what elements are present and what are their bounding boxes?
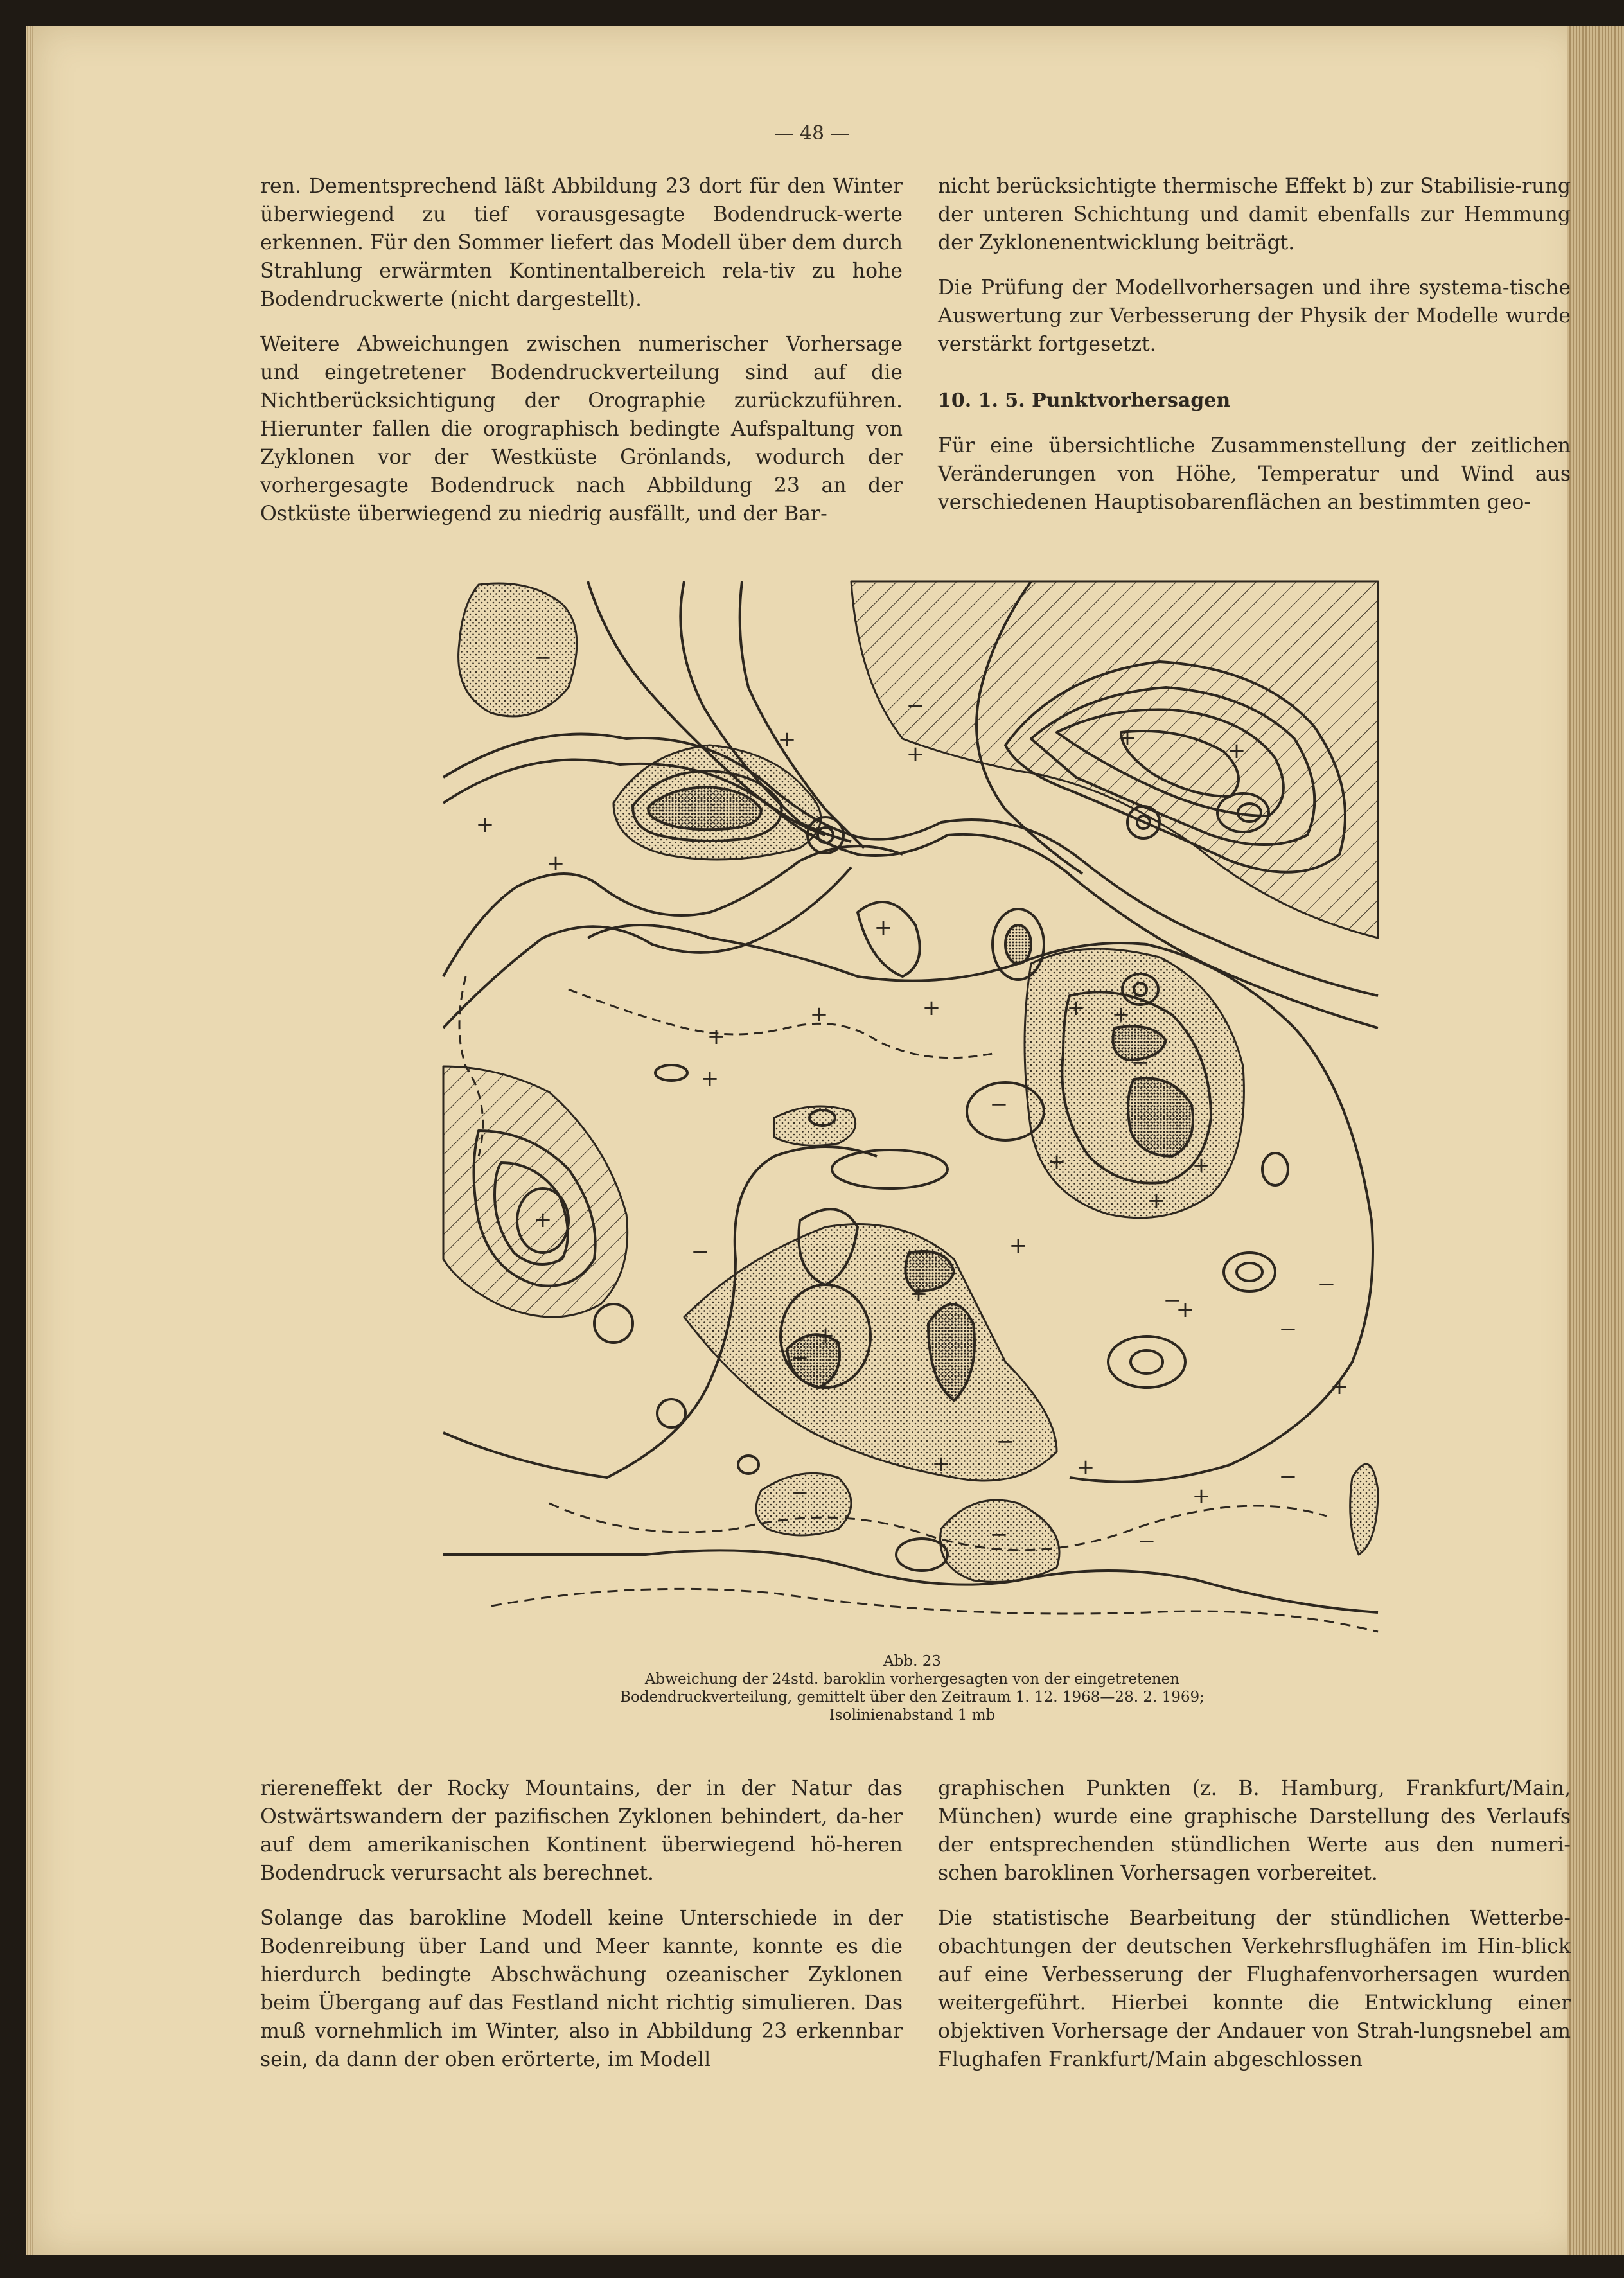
map-symbol-minus: − [1131, 1050, 1150, 1075]
figure-caption [527, 1652, 1298, 1724]
map-symbol-minus: − [691, 1239, 710, 1265]
map-symbol-plus: + [874, 915, 893, 940]
map-symbol-minus: − [989, 1522, 1009, 1548]
isoline-map-figure [440, 578, 1384, 1645]
paragraph: Die statistische Bearbeitung der stündlichen Wetterbe-obachtungen der deutschen Verkehrsflughäfen im Hin-blick auf eine Verbesserung der Flughafenvorhersagen wurden weitergeführt. Hierbei konnte die Entwicklung einer objektiven Vorhersage der Andauer von Strah-lungsnebel am Flughafen Frankfurt/Main abgeschlossen [938, 1907, 1571, 2071]
map-symbol-minus: − [1163, 1287, 1182, 1313]
page-number: — 48 — [774, 122, 850, 145]
map-symbol-plus: + [1192, 1152, 1211, 1178]
right-column-bottom [938, 1774, 1571, 2090]
map-symbol-plus: + [1227, 738, 1246, 764]
map-symbol-plus: + [816, 1323, 835, 1348]
map-symbol-plus: + [1176, 1297, 1195, 1323]
map-symbol-minus: − [1137, 1528, 1156, 1554]
caption-label: Abb. 23 [883, 1653, 941, 1670]
pressure-deviation-map [440, 578, 1384, 1645]
paragraph: Solange das barokline Modell keine Unterschiede in der Bodenreibung über Land und Meer kannte, konnte es die hierdurch bedingte Abschwächung ozeanischer Zyklonen beim Übergang auf das Festland nicht richtig simulieren. Das muß vornehmlich im Winter, also in Abbildung 23 erkennbar sein, da dann der oben erörterte, im Modell [260, 1907, 903, 2071]
map-symbol-minus: − [996, 1429, 1015, 1454]
paragraph: graphischen Punkten (z. B. Hamburg, Frankfurt/Main, München) wurde eine graphische Darstellung des Verlaufs der entsprechenden stündlichen Werte aus den numeri-schen baroklinen Vorhersagen vorbereitet. [938, 1777, 1571, 1885]
paragraph: riereneffekt der Rocky Mountains, der in der Natur das Ostwärtswandern der pazifischen Zyklonen behindert, da-her auf dem amerikanischen Kontinent überwiegend hö-heren Bodendruck verursacht als berechnet. [260, 1777, 903, 1885]
map-symbol-minus: − [1278, 1316, 1298, 1342]
left-column-bottom [260, 1774, 903, 2090]
map-symbol-minus: − [790, 1480, 809, 1506]
map-symbol-plus: + [1066, 995, 1086, 1021]
map-symbol-minus: − [989, 1091, 1009, 1117]
paragraph: nicht berücksichtigte thermische Effekt b) zur Stabilisie-rung der unteren Schichtung und damit ebenfalls zur Hemmung der Zyklonenentwicklung beiträgt. [938, 175, 1571, 254]
left-column-top [260, 172, 903, 545]
map-symbol-plus: + [707, 1024, 726, 1050]
map-symbol-plus: + [700, 1066, 719, 1091]
hatched-region-west [443, 1066, 628, 1317]
map-symbol-plus: + [1111, 1002, 1131, 1027]
book-page-edges [1567, 26, 1624, 2255]
map-symbol-plus: + [1047, 1149, 1066, 1175]
map-symbol-plus: + [475, 812, 495, 838]
map-symbol-plus: + [1009, 1233, 1028, 1258]
dotted-region-northwest [459, 583, 577, 716]
map-symbol-minus: − [1317, 1271, 1336, 1297]
caption-line: Bodendruckverteilung, gemittelt über den Zeitraum 1. 12. 1968—28. 2. 1969; [620, 1689, 1205, 1706]
map-symbol-plus: + [922, 995, 941, 1021]
map-symbol-plus: + [906, 741, 925, 767]
map-symbol-minus: − [906, 693, 925, 719]
paragraph: Weitere Abweichungen zwischen numerischer Vorhersage und eingetretener Bodendruckverteilung sind auf die Nichtberücksichtigung der Orographie zurückzuführen. Hierunter fallen die orographisch bedingte Aufspaltung von Zyklonen vor der Westküste Grönlands, wodurch der vorhergesagte Bodendruck nach Abbildung 23 an der Ostküste überwiegend zu niedrig ausfällt, und der Bar- [260, 333, 903, 525]
map-symbol-minus: − [533, 645, 552, 671]
map-symbol-plus: + [533, 1207, 552, 1233]
map-symbol-plus: + [909, 1281, 928, 1307]
paragraph: Für eine übersichtliche Zusammenstellung der zeitlichen Veränderungen von Höhe, Temperatur und Wind aus verschiedenen Hauptisobarenflächen an bestimmten geo- [938, 434, 1571, 514]
map-symbol-plus: + [1076, 1454, 1095, 1480]
map-symbol-minus: − [1278, 1464, 1298, 1490]
map-symbol-plus: + [777, 727, 797, 752]
map-symbol-plus: + [546, 851, 565, 876]
map-symbol-plus: + [1192, 1483, 1211, 1509]
map-symbol-plus: + [1118, 725, 1137, 751]
map-symbol-plus: + [1147, 1188, 1166, 1214]
paragraph: ren. Dementsprechend läßt Abbildung 23 dort für den Winter überwiegend zu tief vorausgesagte Bodendruck-werte erkennen. Für den Sommer liefert das Modell über dem durch Strahlung erwärmten Kontinentalbereich rela-tiv zu hohe Bodendruckwerte (nicht dargestellt). [260, 175, 903, 311]
paragraph: Die Prüfung der Modellvorhersagen und ihre systema-tische Auswertung zur Verbesserung der Physik der Modelle wurde verstärkt fortgesetzt. [938, 276, 1571, 356]
map-symbol-plus: + [931, 1451, 951, 1477]
caption-line: Isolinienabstand 1 mb [829, 1707, 996, 1724]
right-column-top [938, 172, 1571, 533]
map-symbol-plus: + [1330, 1374, 1349, 1400]
map-symbol-plus: + [809, 1002, 829, 1027]
section-heading: 10. 1. 5. Punktvorhersagen [938, 389, 1231, 412]
map-symbol-minus: − [790, 1345, 809, 1371]
caption-line: Abweichung der 24std. baroklin vorhergesagten von der eingetretenen [644, 1671, 1180, 1688]
